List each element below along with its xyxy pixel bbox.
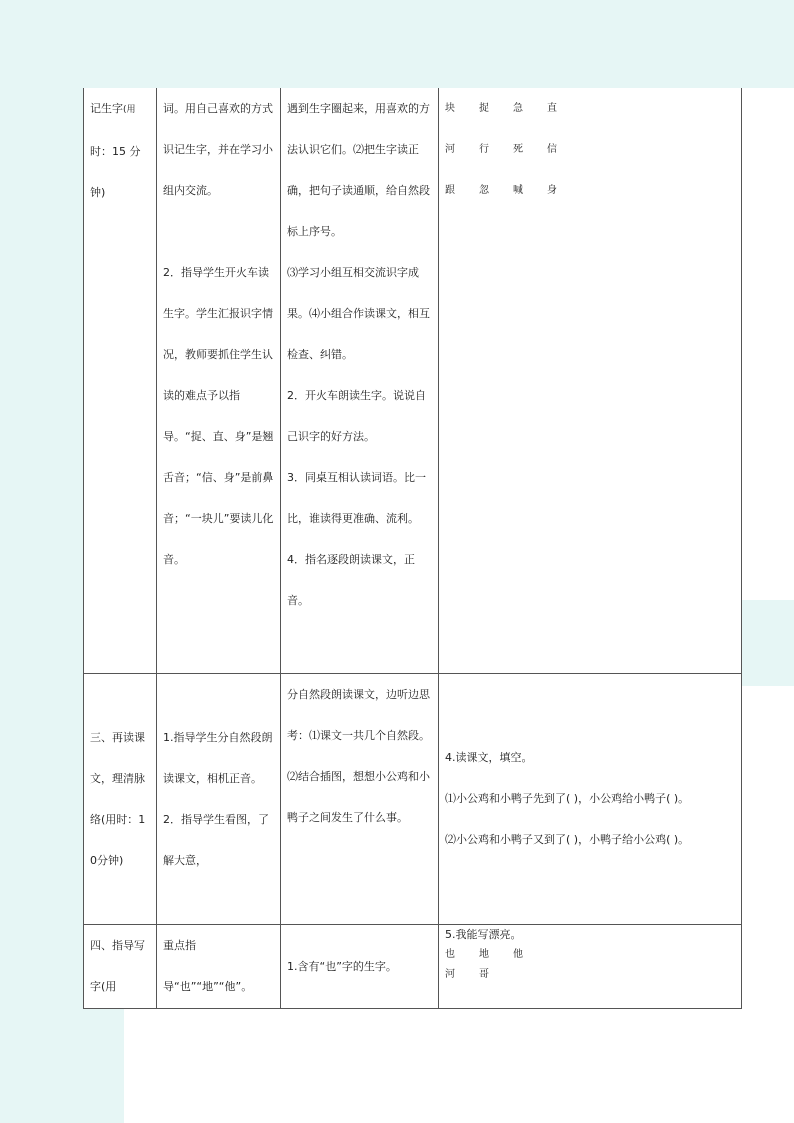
student-paragraph: 遇到生字圈起来，用喜欢的方法认识它们。⑵把生字读正确，把句子读通顺，给自然段标上序号。 (287, 102, 430, 238)
character-line: 河 哥 (445, 968, 489, 980)
teacher-activity-cell: 重点指导“也”“地”“他”。 (157, 924, 281, 1008)
character-line: 跟 忽 喊 身 (445, 185, 557, 196)
table-row (84, 88, 742, 673)
teacher-activity-cell (157, 673, 281, 924)
step-cell: 四、指导写字(用 (84, 924, 157, 1008)
page-background-top (0, 0, 794, 88)
teacher-paragraph: 词。用自己喜欢的方式识记生字，并在学习小组内交流。 (163, 102, 273, 197)
exercise-title: 5.我能写漂亮。 (445, 927, 522, 941)
exercise-cell (439, 924, 742, 1008)
student-activity-cell: 1.含有“也”字的生字。 (281, 924, 439, 1008)
exercise-item: ⑵小公鸡和小鸭子又到了( )，小鸭子给小公鸡( )。 (445, 833, 690, 846)
student-paragraph: 4．指名逐段朗读课文，正音。 (287, 553, 415, 607)
teacher-paragraph: 1.指导学生分自然段朗读课文，相机正音。 (163, 730, 273, 785)
table-row (84, 673, 742, 924)
student-paragraph: ⑵结合插图，想想小公鸡和小鸭子之间发生了什么事。 (287, 769, 430, 824)
page-background-right (741, 600, 794, 686)
student-paragraph: 3．同桌互相认读词语。比一比，谁读得更准确、流利。 (287, 471, 426, 525)
table-row (84, 924, 742, 1008)
student-paragraph: ⑶学习小组互相交流识字成果。⑷小组合作读课文，相互检查、纠错。 (287, 266, 430, 361)
exercise-item: ⑴小公鸡和小鸭子先到了( )，小公鸡给小鸭子( )。 (445, 792, 690, 805)
step-cell: 三、再读课文，理清脉络(用时：10分钟) (84, 673, 157, 924)
teacher-paragraph: 2．指导学生看图，了解大意， (163, 812, 269, 867)
step-cell: 记生字(用 时：15 分钟) (84, 88, 157, 673)
teacher-activity-cell (157, 88, 281, 673)
exercise-title: 4.读课文，填空。 (445, 751, 533, 764)
teacher-paragraph: 2．指导学生开火车读生字。学生汇报识字情况，教师要抓住学生认读的难点予以指导。“捉、直、身”是翘舌音；“信、身”是前鼻音；“一块儿”要读儿化音。 (163, 266, 274, 566)
student-paragraph: 2．开火车朗读生字。说说自己识字的好方法。 (287, 389, 426, 443)
student-activity-cell (281, 673, 439, 924)
exercise-cell (439, 88, 742, 673)
exercise-cell (439, 673, 742, 924)
student-activity-cell (281, 88, 439, 673)
lesson-plan-table (83, 88, 742, 1009)
character-line: 块 捉 急 直 (445, 103, 557, 114)
character-line: 河 行 死 信 (445, 144, 557, 155)
student-paragraph: 分自然段朗读课文，边听边思考：⑴课文一共几个自然段。 (287, 687, 430, 742)
character-line: 也 地 他 (445, 948, 523, 960)
